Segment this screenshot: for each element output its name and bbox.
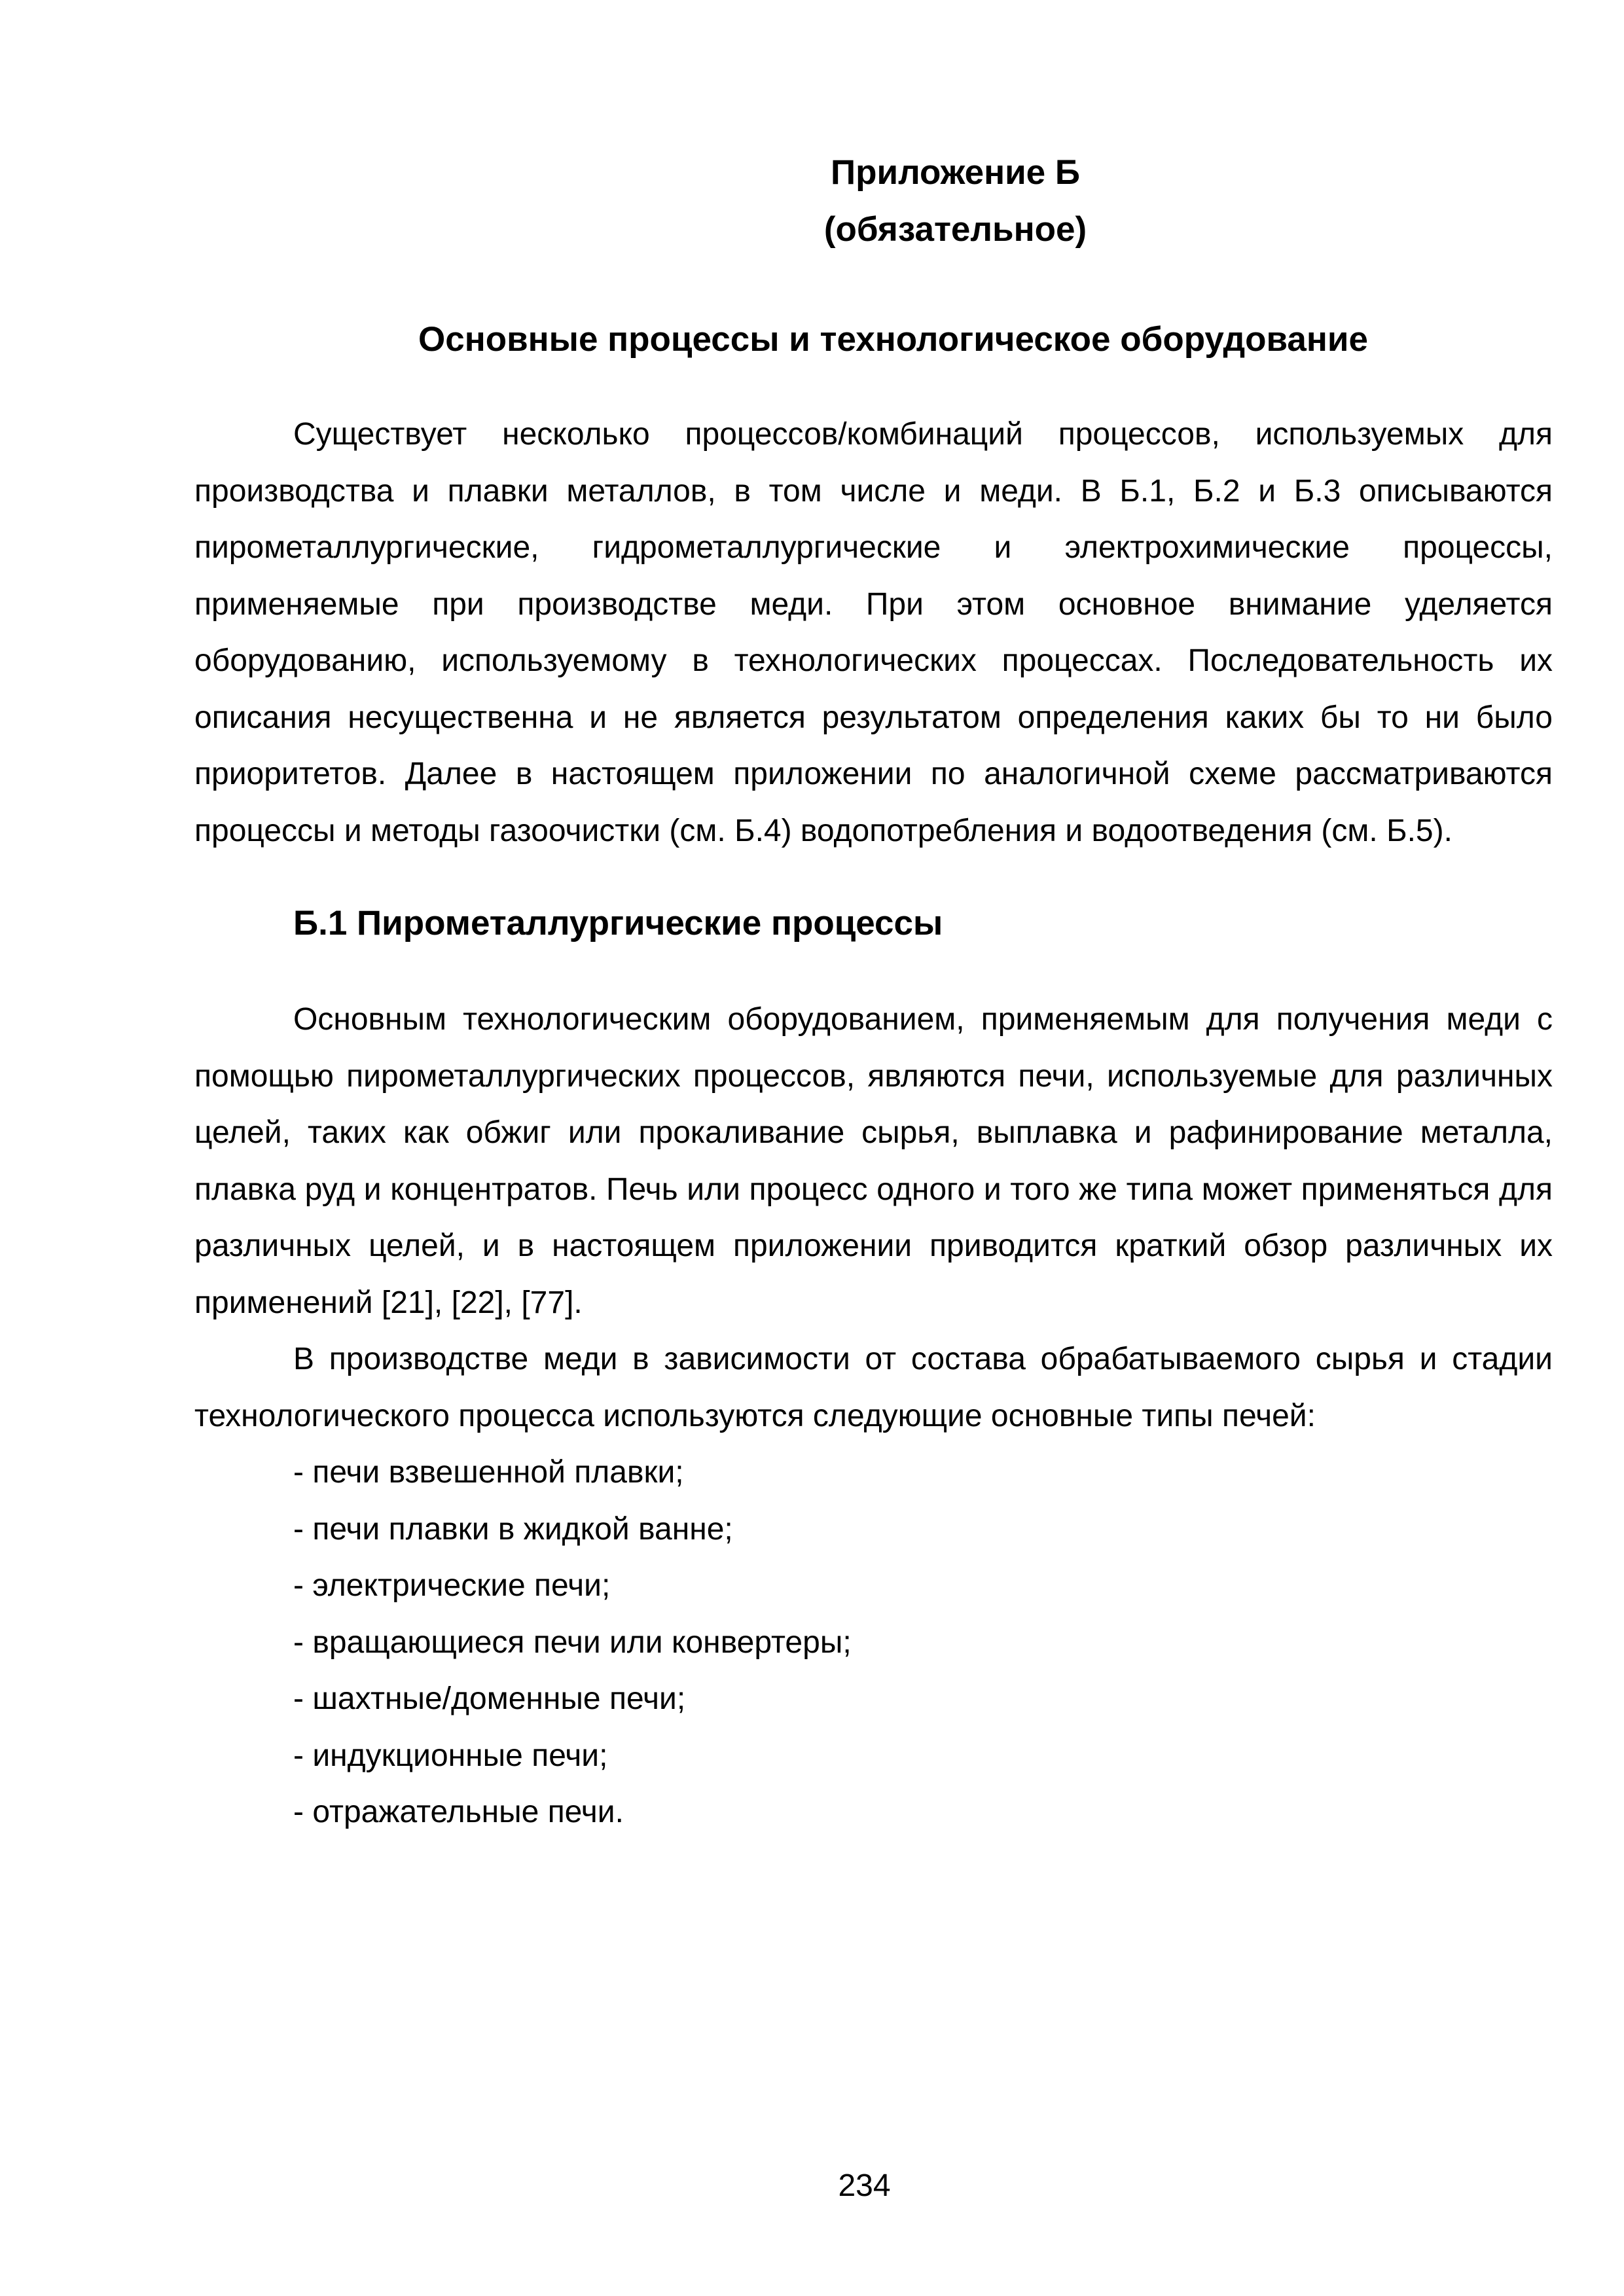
list-item: - печи взвешенной плавки; bbox=[293, 1455, 684, 1490]
list-item: - вращающиеся печи или конвертеры; bbox=[293, 1624, 852, 1660]
appendix-title: Приложение Б bbox=[831, 153, 1080, 192]
appendix-subtitle: (обязательное) bbox=[823, 210, 1087, 249]
list-item: - отражательные печи. bbox=[293, 1795, 624, 1829]
list-item: - индукционные печи; bbox=[293, 1738, 608, 1773]
list-item: - печи плавки в жидкой ванне; bbox=[293, 1511, 733, 1547]
page-content bbox=[194, 152, 1553, 1841]
section-b1-paragraph-2: В производстве меди в зависимости от состава обрабатываемого сырья и стадии технологического процесса используются следующие основные типы печей: bbox=[194, 1342, 1553, 1433]
furnace-types-list bbox=[194, 1444, 1553, 1841]
list-item: - электрические печи; bbox=[293, 1568, 611, 1603]
list-item: - шахтные/доменные печи; bbox=[293, 1681, 686, 1716]
section-b1-paragraph-1: Основным технологическим оборудованием, применяемым для получения меди с помощью пирометаллургических процессов, являются печи, используемые для различных целей, таких как обжиг или прокаливание сырья, выплавка и рафинирование металла, плавка руд и концентратов. Печь или процесс одного и того же типа может применяться для различных целей, и в настоящем приложении приводится краткий обзор различных их применений [21], [22], [77]. bbox=[194, 1002, 1553, 1320]
section-title-b1: Б.1 Пирометаллургические процессы bbox=[293, 904, 943, 942]
intro-paragraph: Существует несколько процессов/комбинаций процессов, используемых для производства и плавки металлов, в том числе и меди. В Б.1, Б.2 и Б.3 описываются пирометаллургические, гидрометаллургические и электрохимические процессы, применяемые при производстве меди. При этом основное внимание уделяется оборудованию, используемому в технологических процессах. Последовательность их описания несущественна и не является результатом определения каких бы то ни было приоритетов. Далее в настоящем приложении по аналогичной схеме рассматриваются процессы и методы газоочистки (см. Б.4) водопотребления и водоотведения (см. Б.5). bbox=[194, 417, 1553, 848]
main-title: Основные процессы и технологическое оборудование bbox=[418, 320, 1368, 359]
page-number: 234 bbox=[838, 2168, 891, 2203]
